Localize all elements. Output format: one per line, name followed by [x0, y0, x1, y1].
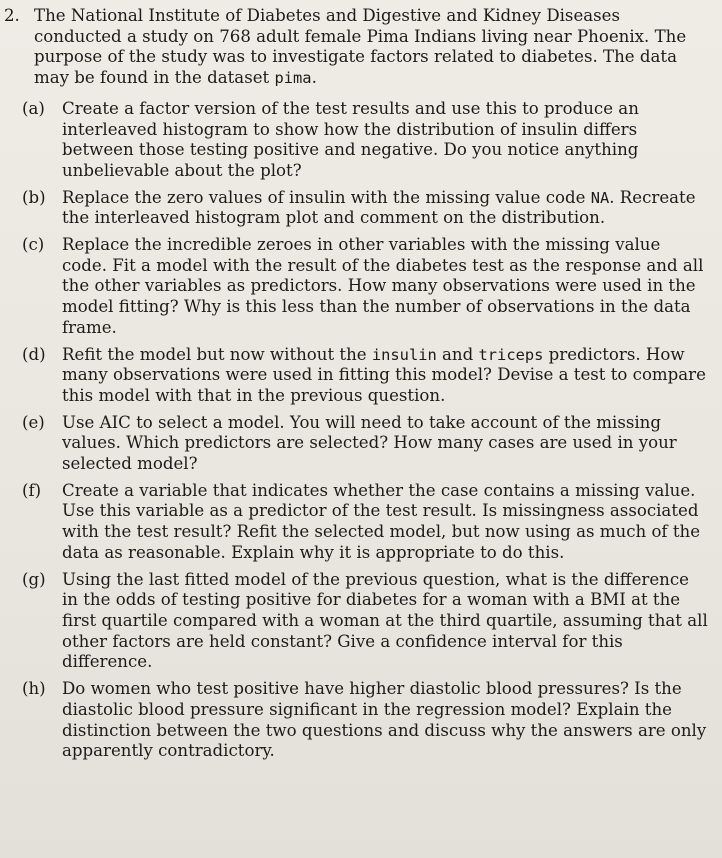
part-text: [62, 345, 710, 407]
text-segment: Refit the model but now without the: [62, 344, 372, 364]
question-part: [4, 99, 710, 182]
text-segment: predictors. How many observations were used in fitting this model? Devise a test to compare this model with that in the previous question.: [62, 344, 712, 405]
code-term: pima: [274, 69, 312, 88]
part-label: (h): [22, 679, 46, 699]
question-part: [4, 679, 710, 762]
part-label: (e): [22, 412, 45, 432]
text-segment: .: [311, 68, 317, 88]
part-text: [62, 188, 710, 229]
part-label: (f): [22, 480, 42, 500]
part-label: (g): [22, 569, 46, 589]
problem-number: 2.: [4, 6, 20, 25]
part-label: (d): [22, 344, 46, 364]
code-term: insulin: [371, 345, 437, 364]
text-segment: Create a variable that indicates whether the case contains a missing value. Use this variable as a predictor of the test result. Is missingness associated with the test result? Refit the selected model, but now using as much of the data as reasonable. Explain why it is appropriate to do this.: [62, 480, 706, 562]
problem-header: [4, 6, 710, 89]
exercise-problem: [4, 6, 714, 768]
part-text: [62, 413, 710, 475]
question-part: [4, 345, 710, 407]
question-part: [4, 481, 710, 564]
question-part: [4, 188, 710, 229]
question-part: [4, 235, 710, 339]
part-text: [62, 235, 710, 339]
question-part: [4, 413, 710, 475]
text-segment: . Recreate the interleaved histogram plot and comment on the distribution.: [62, 187, 701, 228]
text-segment: Use AIC to select a model. You will need to take account of the missing values. Which predictors are selected? How many cases are used in your selected model?: [62, 412, 682, 474]
text-segment: The National Institute of Diabetes and Digestive and Kidney Diseases conducted a study on 768 adult female Pima Indians living near Phoenix. The purpose of the study was to investigate factors related to diabetes. The data may be found in the dataset: [34, 6, 692, 88]
problem-intro: [34, 6, 710, 89]
code-term: NA: [590, 188, 610, 207]
part-label: (b): [22, 187, 46, 207]
part-text: [62, 679, 710, 762]
question-part: [4, 569, 714, 674]
text-segment: Create a factor version of the test results and use this to produce an interleaved histogram to show how the distribution of insulin differs between those testing positive and negative. Do you notice anything unbelievable about the plot?: [62, 98, 645, 180]
part-text: [62, 481, 710, 564]
text-segment: Using the last fitted model of the previous question, what is the difference in the odds of testing positive for diabetes for a woman with a BMI at the first quartile compared with a woman at the third quartile, assuming that all other factors are held constant? Give a confidence interval for this difference.: [62, 569, 714, 672]
text-segment: Replace the incredible zeroes in other variables with the missing value code. Fit a model with the result of the diabetes test as the response and all the other variables as predictors. How many observations were used in the model fitting? Why is this less than the number of observations in the data frame.: [62, 235, 709, 337]
text-segment: Do women who test positive have higher diastolic blood pressures? Is the diastolic blood pressure significant in the regression model? Explain the distinction between the two questions and discuss why the answers are only apparently contradictory.: [62, 679, 712, 761]
part-label: (a): [22, 98, 45, 118]
part-label: (c): [22, 235, 45, 255]
part-text: [62, 569, 714, 674]
part-text: [62, 99, 710, 182]
code-term: triceps: [478, 345, 544, 364]
text-segment: Replace the zero values of insulin with the missing value code: [62, 187, 591, 207]
problem-parts: [4, 98, 714, 762]
text-segment: and: [436, 344, 479, 364]
